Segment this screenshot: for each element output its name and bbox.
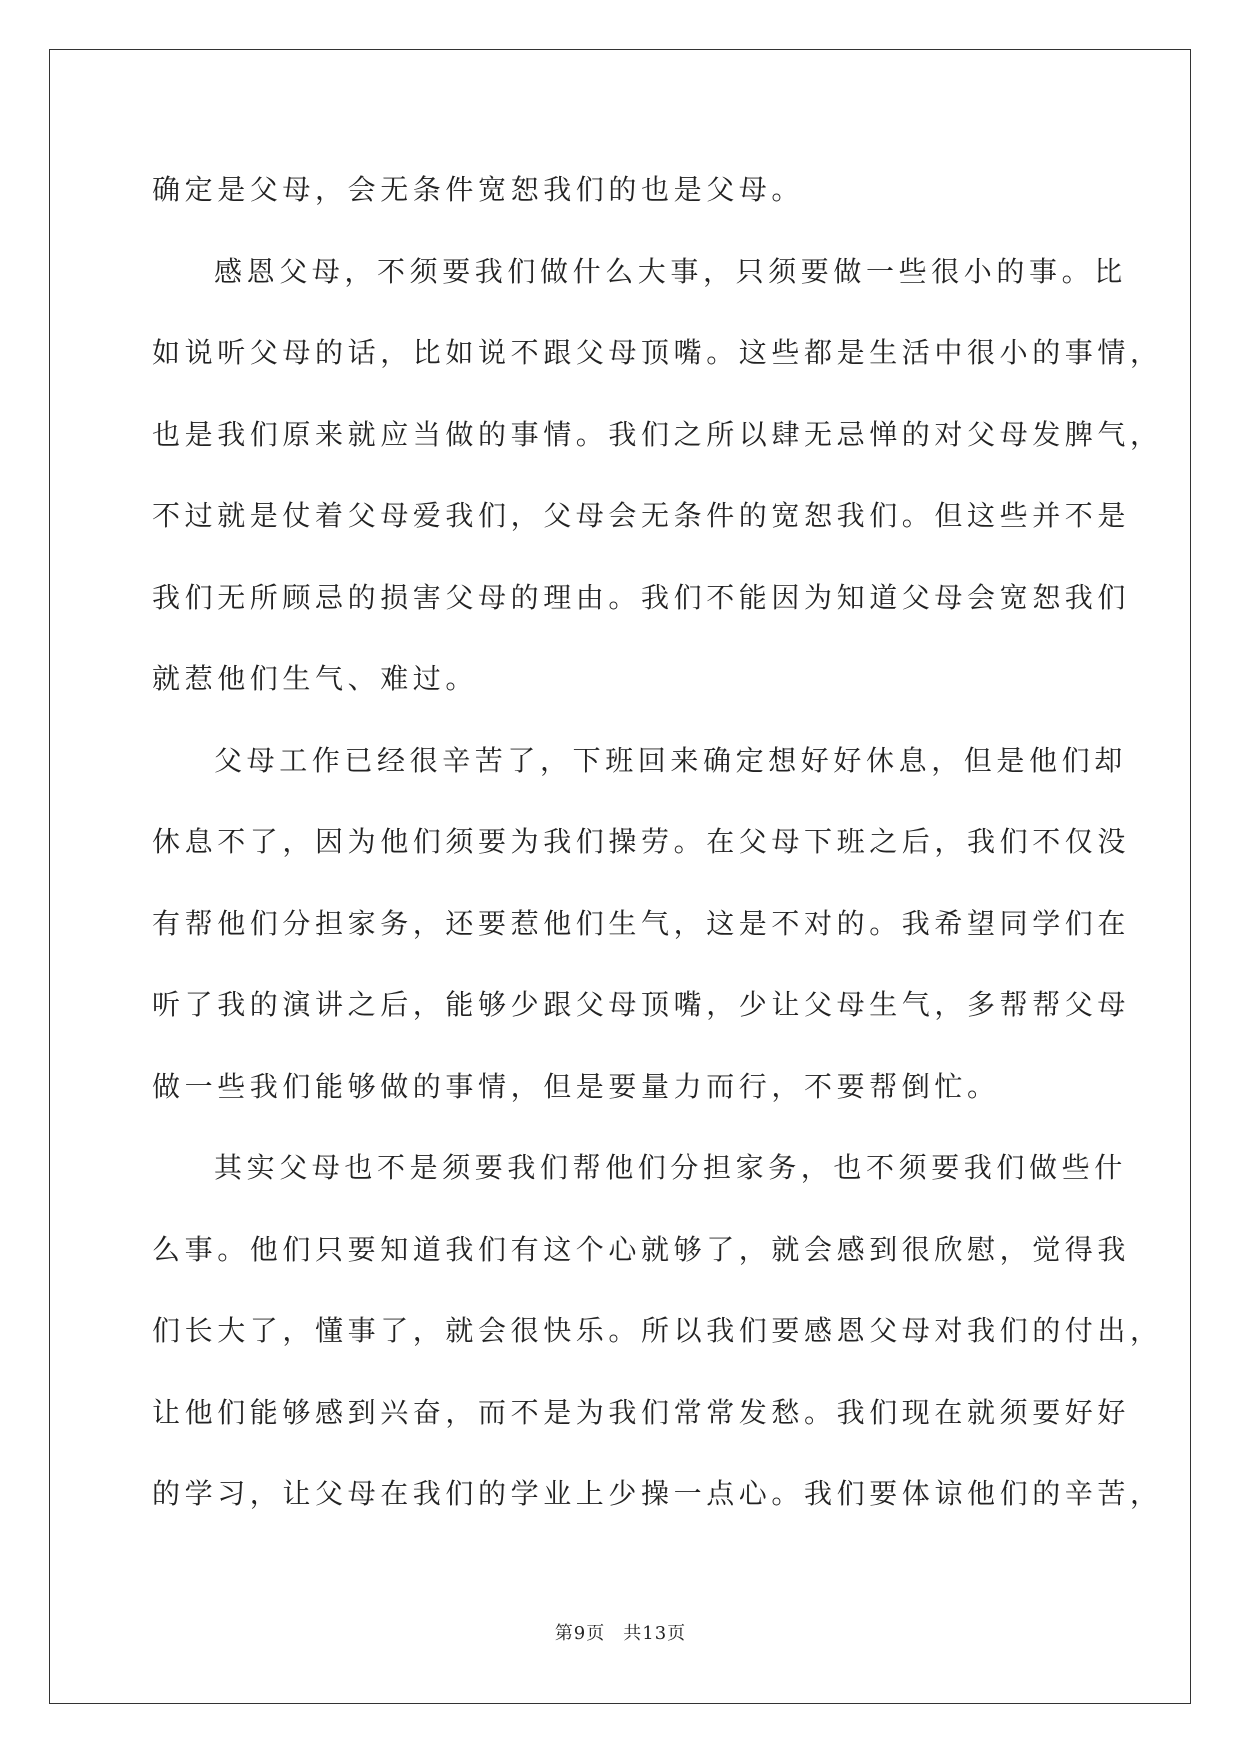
text-line: 也是我们原来就应当做的事情。我们之所以肆无忌惮的对父母发脾气， xyxy=(152,418,1163,451)
text-line: 我们无所顾忌的损害父母的理由。我们不能因为知道父母会宽恕我们 xyxy=(152,581,1131,614)
text-line: 做一些我们能够做的事情，但是要量力而行，不要帮倒忙。 xyxy=(152,1070,1000,1103)
paragraph-first-line: 其实父母也不是须要我们帮他们分担家务，也不须要我们做些什 xyxy=(214,1151,1127,1184)
text-line: 有帮他们分担家务，还要惹他们生气，这是不对的。我希望同学们在 xyxy=(152,907,1131,940)
page-border xyxy=(49,49,1191,1704)
text-line: 听了我的演讲之后，能够少跟父母顶嘴，少让父母生气，多帮帮父母 xyxy=(152,988,1131,1021)
text-line: 让他们能够感到兴奋，而不是为我们常常发愁。我们现在就须要好好 xyxy=(152,1396,1131,1429)
text-line: 们长大了，懂事了，就会很快乐。所以我们要感恩父母对我们的付出， xyxy=(152,1314,1163,1347)
paragraph-first-line: 感恩父母，不须要我们做什么大事，只须要做一些很小的事。比 xyxy=(214,255,1127,288)
page-footer xyxy=(0,1622,1241,1646)
text-line: 就惹他们生气、难过。 xyxy=(152,662,479,695)
text-line: 么事。他们只要知道我们有这个心就够了，就会感到很欣慰，觉得我 xyxy=(152,1233,1131,1266)
text-line: 的学习，让父母在我们的学业上少操一点心。我们要体谅他们的辛苦， xyxy=(152,1477,1163,1510)
current-page-number: 第9页 xyxy=(554,1623,606,1644)
text-line: 如说听父母的话，比如说不跟父母顶嘴。这些都是生活中很小的事情， xyxy=(152,336,1163,369)
text-line: 休息不了，因为他们须要为我们操劳。在父母下班之后，我们不仅没 xyxy=(152,825,1131,858)
text-line: 不过就是仗着父母爱我们，父母会无条件的宽恕我们。但这些并不是 xyxy=(152,499,1131,532)
total-page-count: 共13页 xyxy=(623,1623,687,1644)
text-line: 确定是父母，会无条件宽恕我们的也是父母。 xyxy=(152,173,805,206)
paragraph-first-line: 父母工作已经很辛苦了，下班回来确定想好好休息，但是他们却 xyxy=(214,744,1127,777)
